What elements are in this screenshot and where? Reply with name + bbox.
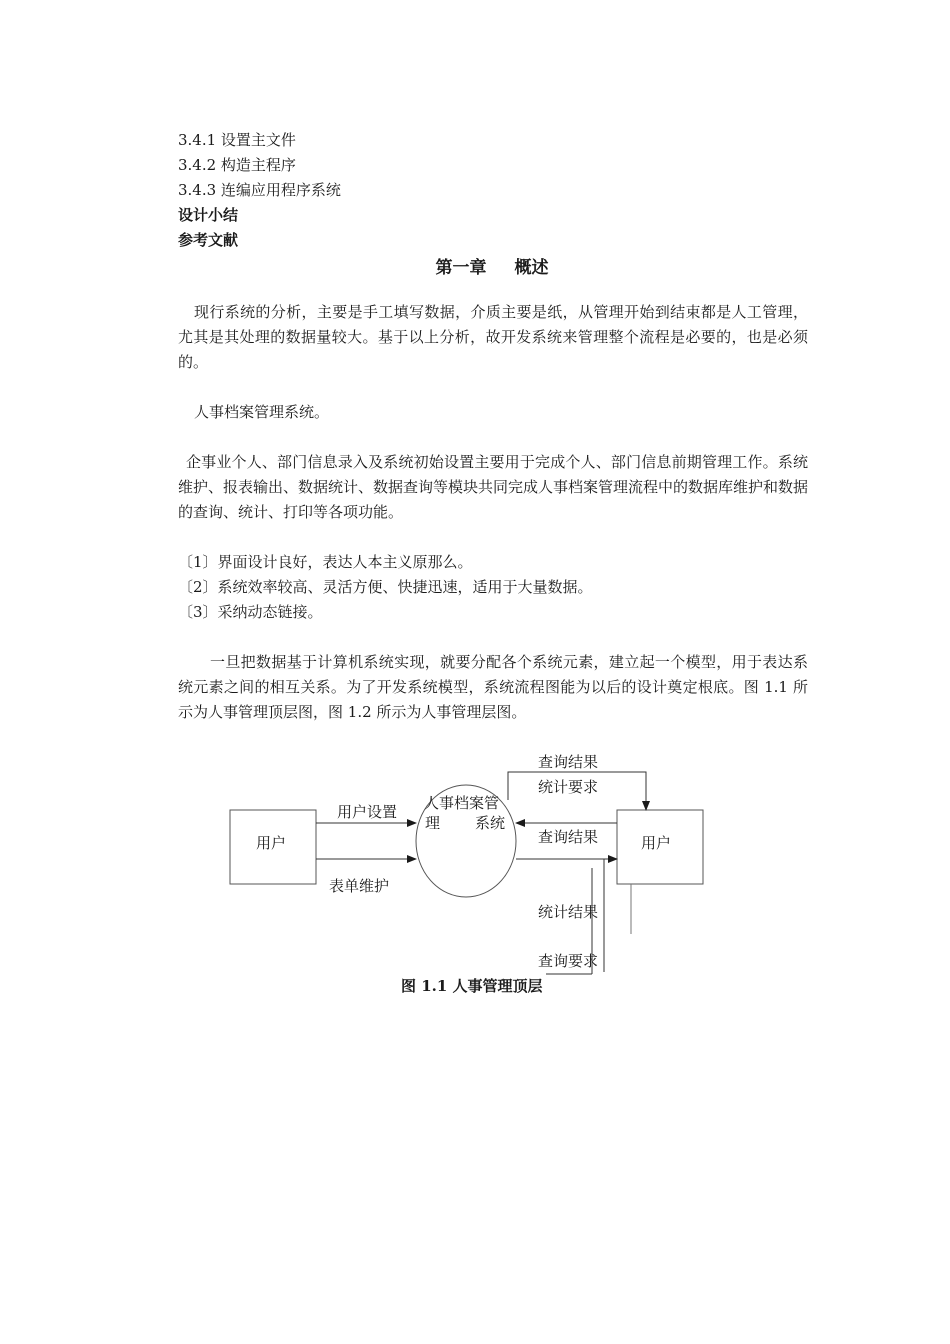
process-label-line2b: 系统 bbox=[475, 814, 506, 832]
paragraph-system-analysis: 现行系统的分析，主要是手工填写数据，介质主要是纸，从管理开始到结束都是人工管理，尤其是其处理的数据量较大。基于以上分析，故开发系统来管理整个流程是必要的，也是必须的。 bbox=[178, 303, 808, 371]
label-stat-request: 统计要求 bbox=[538, 778, 599, 796]
chapter-number: 第一章 bbox=[435, 258, 487, 278]
left-user-label: 用户 bbox=[256, 834, 287, 852]
label-form-maint: 表单维护 bbox=[329, 877, 390, 895]
paragraph-system-model: 一旦把数据基于计算机系统实现，就要分配各个系统元素，建立起一个模型，用于表达系统元素之间的相互关系。为了开发系统模型，系统流程图能为以后的设计奠定根底。图 1.1 所示为人事管理顶层图，图 1.2 所示为人事管理层图。 bbox=[178, 653, 808, 721]
toc-references: 参考文献 bbox=[178, 231, 239, 249]
label-query-result-top: 查询结果 bbox=[538, 753, 599, 771]
feature-list-item: 〔1〕界面设计良好，表达人本主义原那么。 bbox=[178, 553, 473, 571]
chapter-title: 概述 bbox=[514, 258, 549, 278]
right-user-label: 用户 bbox=[641, 834, 672, 852]
paragraph-modules: 企事业个人、部门信息录入及系统初始设置主要用于完成个人、部门信息前期管理工作。系统维护、报表输出、数据统计、数据查询等模块共同完成人事档案管理流程中的数据库维护和数据的查询、统计、打印等各项功能。 bbox=[178, 453, 809, 521]
toc-item-3-4-2: 3.4.2 构造主程序 bbox=[178, 156, 296, 174]
feature-list-item: 〔3〕采纳动态链接。 bbox=[178, 603, 323, 621]
feature-list-item: 〔2〕系统效率较高、灵活方便、快捷迅速，适用于大量数据。 bbox=[178, 578, 593, 596]
process-label-line1: 人事档案管 bbox=[424, 794, 500, 812]
label-query-result-mid: 查询结果 bbox=[538, 828, 599, 846]
toc-design-summary: 设计小结 bbox=[178, 206, 239, 224]
toc-item-3-4-3: 3.4.3 连编应用程序系统 bbox=[178, 181, 341, 199]
label-user-setup: 用户设置 bbox=[337, 803, 398, 821]
process-label-line2a: 理 bbox=[425, 814, 441, 832]
toc-item-3-4-1: 3.4.1 设置主文件 bbox=[178, 131, 296, 149]
label-stat-result: 统计结果 bbox=[538, 903, 599, 921]
paragraph-system-name: 人事档案管理系统。 bbox=[194, 403, 330, 421]
figure-caption: 图 1.1 人事管理顶层 bbox=[401, 977, 543, 995]
label-query-request: 查询要求 bbox=[538, 952, 599, 970]
